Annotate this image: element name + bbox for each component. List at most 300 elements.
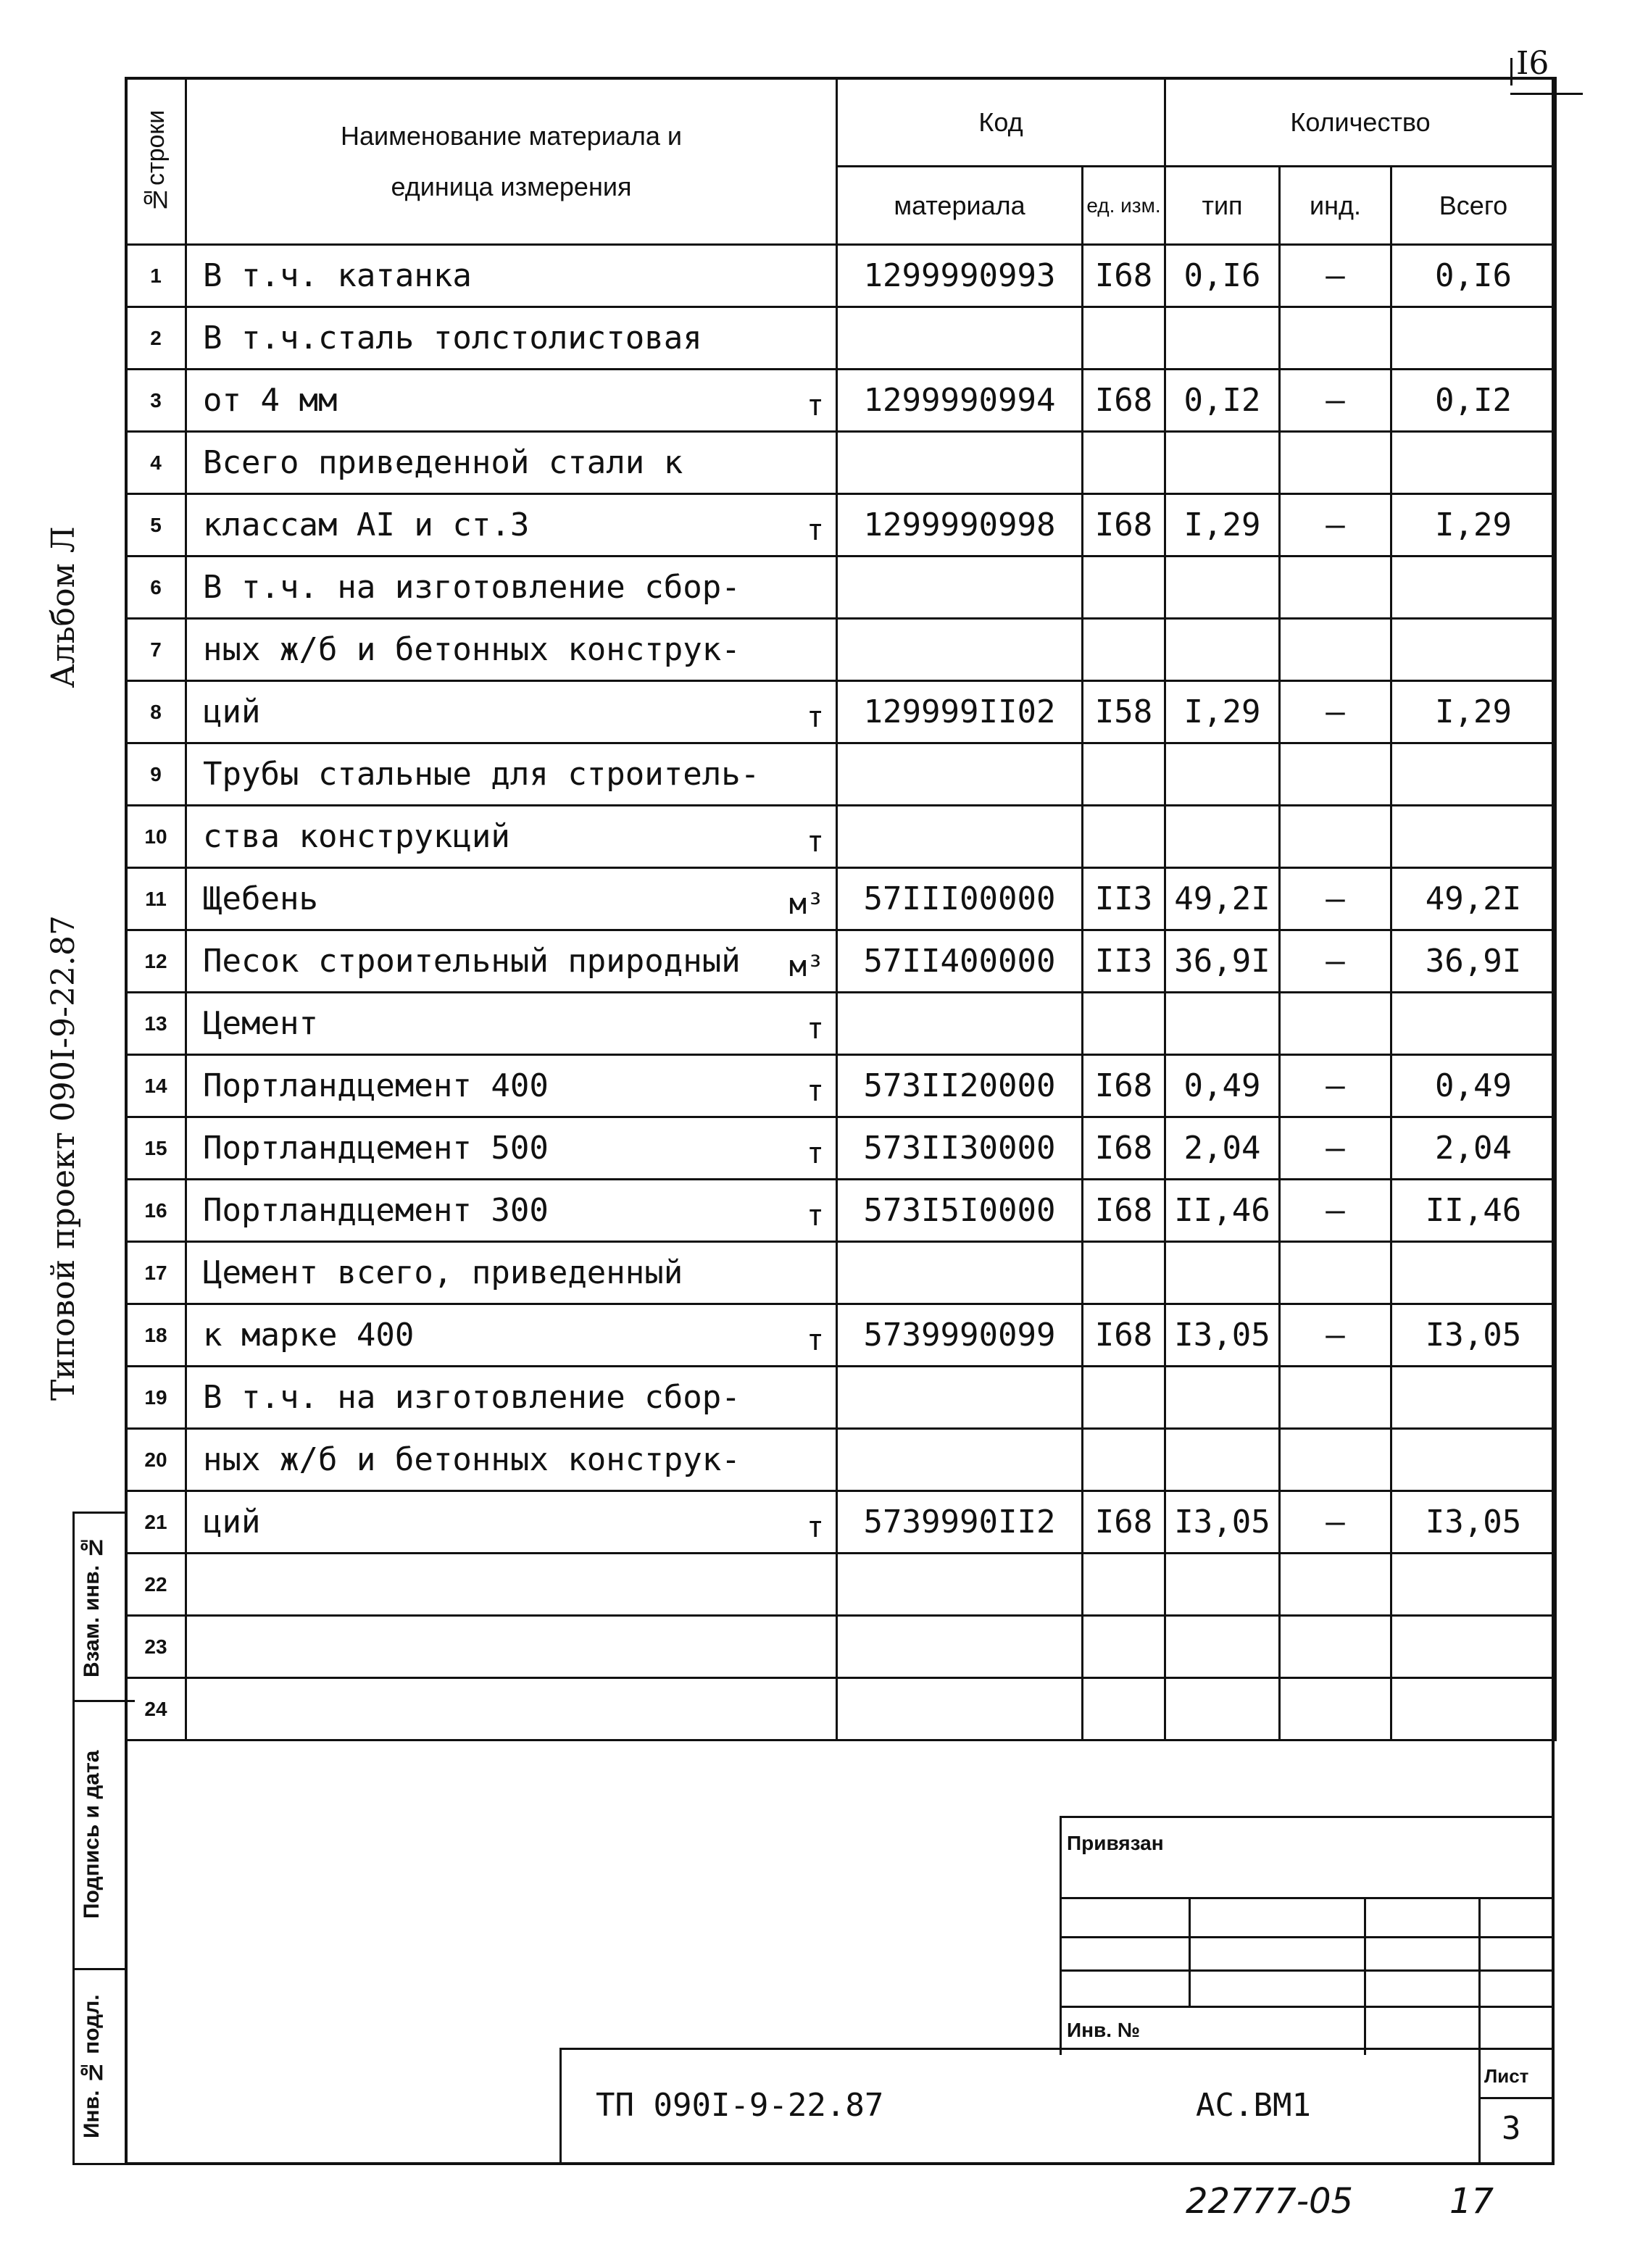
material-name-text: Песок строительный природный <box>203 943 741 980</box>
left-column-border <box>72 1512 75 2165</box>
qty-ind-text: – <box>1326 1067 1345 1104</box>
unit-text: т <box>806 1136 824 1170</box>
material-code <box>837 1180 1083 1242</box>
inv-number-label: Инв. № <box>1067 2019 1141 2041</box>
table-row <box>126 743 1556 806</box>
unit-code <box>1083 930 1165 993</box>
row-number <box>126 993 186 1055</box>
row-number <box>126 619 186 681</box>
document-code: ТП 090I-9-22.87 <box>596 2087 884 2124</box>
row-number <box>126 806 186 868</box>
qty-total-text: 49,2I <box>1425 880 1522 917</box>
material-name <box>186 556 837 619</box>
material-name-text: классам AI и ст.3 <box>203 506 530 543</box>
qty-ind-text: – <box>1326 880 1345 917</box>
row-number-text: 2 <box>150 326 162 349</box>
material-name <box>186 681 837 743</box>
material-name-text: ных ж/б и бетонных конструк- <box>203 1441 741 1478</box>
qty-total-text: I,29 <box>1435 506 1512 543</box>
material-code <box>837 370 1083 432</box>
row-number-header: №строки <box>126 78 186 245</box>
unit-text: т <box>806 1012 824 1046</box>
row-number-text: 16 <box>144 1198 167 1222</box>
unit-text: т <box>806 388 824 422</box>
qty-type <box>1165 1678 1280 1740</box>
unit-code-text: I68 <box>1094 1192 1153 1229</box>
material-code <box>837 1491 1083 1554</box>
project-label: Типовой проект 090I-9-22.87 <box>45 915 82 1401</box>
material-code-text: 573II20000 <box>863 1067 1056 1104</box>
qty-type <box>1165 619 1280 681</box>
unit-text: м³ <box>788 949 824 983</box>
code-group-header: Код <box>837 78 1165 167</box>
sheet-cell-divider <box>1478 2097 1552 2099</box>
table-row <box>126 1180 1556 1242</box>
qty-ind <box>1280 806 1391 868</box>
qty-total <box>1391 1304 1556 1367</box>
material-code-text: 5739990099 <box>863 1317 1056 1354</box>
material-code <box>837 494 1083 556</box>
orig-inv-label: Инв. № подл. <box>80 1994 104 2139</box>
unit-text: т <box>806 1198 824 1233</box>
qty-total-text: II,46 <box>1425 1192 1522 1229</box>
qty-total <box>1391 806 1556 868</box>
code-material-header: материала <box>837 167 1083 245</box>
qty-ind <box>1280 494 1391 556</box>
row-number <box>126 1055 186 1117</box>
qty-ind <box>1280 681 1391 743</box>
qty-type-text: 2,04 <box>1183 1130 1261 1167</box>
qty-total-text: 36,9I <box>1425 943 1522 980</box>
material-code-text: 1299990993 <box>863 257 1056 294</box>
unit-text: м³ <box>788 887 824 921</box>
row-number-text: 18 <box>144 1323 167 1346</box>
unit-code-text: I68 <box>1094 1130 1153 1167</box>
qty-ind <box>1280 1055 1391 1117</box>
unit-code <box>1083 1242 1165 1304</box>
unit-code <box>1083 1616 1165 1678</box>
row-number <box>126 681 186 743</box>
unit-code <box>1083 1678 1165 1740</box>
row-number <box>126 930 186 993</box>
unit-text: т <box>806 1074 824 1108</box>
qty-type <box>1165 1242 1280 1304</box>
row-number <box>126 1304 186 1367</box>
material-name <box>186 1429 837 1491</box>
material-name <box>186 245 837 307</box>
unit-code <box>1083 432 1165 494</box>
qty-ind <box>1280 1367 1391 1429</box>
material-code <box>837 806 1083 868</box>
material-code-text: 5739990II2 <box>863 1504 1056 1541</box>
row-number-text: 13 <box>144 1012 167 1035</box>
unit-code <box>1083 1055 1165 1117</box>
qty-type <box>1165 1055 1280 1117</box>
qty-ind <box>1280 1616 1391 1678</box>
table-row <box>126 1491 1556 1554</box>
material-code <box>837 1367 1083 1429</box>
row-number-text: 8 <box>150 700 162 723</box>
qty-type-text: 0,I2 <box>1183 382 1261 419</box>
qty-type <box>1165 993 1280 1055</box>
material-name-text: В т.ч. на изготовление сбор- <box>203 569 741 606</box>
qty-ind <box>1280 432 1391 494</box>
material-name-text: Портландцемент 500 <box>203 1130 549 1167</box>
unit-code <box>1083 1554 1165 1616</box>
row-number-text: 5 <box>150 513 162 536</box>
qty-ind-text: – <box>1326 1192 1345 1229</box>
material-code <box>837 432 1083 494</box>
row-number <box>126 1117 186 1180</box>
qty-type <box>1165 370 1280 432</box>
qty-ind-text: – <box>1326 1504 1345 1541</box>
table-row <box>126 806 1556 868</box>
material-code <box>837 868 1083 930</box>
material-name-text: ций <box>203 1504 261 1541</box>
material-name-text: В т.ч. катанка <box>203 257 472 294</box>
qty-type <box>1165 1304 1280 1367</box>
row-number-text: 7 <box>150 638 162 661</box>
qty-type <box>1165 681 1280 743</box>
qty-type <box>1165 930 1280 993</box>
table-row <box>126 619 1556 681</box>
row-number <box>126 1491 186 1554</box>
qty-total <box>1391 743 1556 806</box>
qty-total <box>1391 1367 1556 1429</box>
table-row <box>126 993 1556 1055</box>
material-code <box>837 1554 1083 1616</box>
qty-type <box>1165 1180 1280 1242</box>
material-name <box>186 1616 837 1678</box>
row-number <box>126 307 186 370</box>
table-row <box>126 1616 1556 1678</box>
materials-table <box>125 77 1557 1741</box>
left-column-rule <box>72 1968 125 1970</box>
binding-stamp <box>1060 1816 1552 2055</box>
qty-ind <box>1280 245 1391 307</box>
row-number <box>126 1616 186 1678</box>
row-number <box>126 245 186 307</box>
qty-ind <box>1280 868 1391 930</box>
unit-code-text: I68 <box>1094 382 1153 419</box>
qty-total <box>1391 681 1556 743</box>
qty-total <box>1391 1491 1556 1554</box>
qty-ind-text: – <box>1326 257 1345 294</box>
qty-ind <box>1280 1678 1391 1740</box>
row-number <box>126 868 186 930</box>
qty-total <box>1391 930 1556 993</box>
material-code <box>837 307 1083 370</box>
qty-ind <box>1280 370 1391 432</box>
material-code <box>837 1429 1083 1491</box>
table-row <box>126 1367 1556 1429</box>
qty-total <box>1391 307 1556 370</box>
qty-total <box>1391 993 1556 1055</box>
material-name-text: В т.ч. на изготовление сбор- <box>203 1379 741 1416</box>
qty-total <box>1391 1678 1556 1740</box>
row-number-text: 15 <box>144 1136 167 1159</box>
row-number <box>126 432 186 494</box>
unit-code <box>1083 681 1165 743</box>
material-code <box>837 681 1083 743</box>
qty-total <box>1391 245 1556 307</box>
table-row <box>126 1554 1556 1616</box>
material-code <box>837 1242 1083 1304</box>
qty-type-text: 0,I6 <box>1183 257 1261 294</box>
unit-text: т <box>806 1323 824 1357</box>
material-name-text: Всего приведенной стали к <box>203 444 683 481</box>
row-number-text: 24 <box>144 1697 167 1720</box>
qty-type <box>1165 307 1280 370</box>
qty-type-text: II,46 <box>1174 1192 1270 1229</box>
table-row <box>126 681 1556 743</box>
material-code-text: 57II400000 <box>863 943 1056 980</box>
footer-number: 17 <box>1449 2181 1494 2222</box>
qty-total <box>1391 619 1556 681</box>
qty-type <box>1165 1117 1280 1180</box>
unit-code <box>1083 868 1165 930</box>
material-code <box>837 1678 1083 1740</box>
qty-ind-text: – <box>1326 382 1345 419</box>
unit-code-text: I58 <box>1094 693 1153 730</box>
material-code <box>837 245 1083 307</box>
document-mark: АС.ВМ1 <box>1196 2087 1311 2124</box>
title-block-left-border <box>559 2048 562 2165</box>
qty-total <box>1391 1429 1556 1491</box>
material-name <box>186 806 837 868</box>
material-name <box>186 432 837 494</box>
qty-ind <box>1280 1242 1391 1304</box>
qty-total-text: I3,05 <box>1425 1504 1522 1541</box>
left-column-rule <box>72 2163 125 2165</box>
qty-type <box>1165 432 1280 494</box>
row-number <box>126 1429 186 1491</box>
unit-code <box>1083 806 1165 868</box>
table-row <box>126 556 1556 619</box>
unit-code-text: I68 <box>1094 1067 1153 1104</box>
material-name <box>186 1055 837 1117</box>
row-number-text: 23 <box>144 1635 167 1658</box>
qty-type <box>1165 1367 1280 1429</box>
material-name <box>186 307 837 370</box>
qty-ind <box>1280 307 1391 370</box>
left-column-rule <box>72 1512 125 1514</box>
material-code <box>837 1304 1083 1367</box>
page-number: I6 <box>1516 45 1549 82</box>
row-number-text: 14 <box>144 1074 167 1097</box>
unit-code <box>1083 993 1165 1055</box>
material-name <box>186 868 837 930</box>
qty-type <box>1165 494 1280 556</box>
name-header: Наименование материала и единица измерения <box>186 78 837 245</box>
material-code-text: 573I5I0000 <box>863 1192 1056 1229</box>
row-number-text: 9 <box>150 762 162 785</box>
unit-code <box>1083 370 1165 432</box>
unit-code-text: I68 <box>1094 1317 1153 1354</box>
unit-code-text: I68 <box>1094 257 1153 294</box>
material-name <box>186 1117 837 1180</box>
sheet-cell-border <box>1478 2048 1481 2165</box>
unit-code <box>1083 307 1165 370</box>
qty-ind-text: – <box>1326 1130 1345 1167</box>
qty-type-text: I3,05 <box>1174 1504 1270 1541</box>
row-number-text: 3 <box>150 388 162 412</box>
unit-code <box>1083 1367 1165 1429</box>
bound-label: Привязан <box>1067 1832 1164 1854</box>
material-name-text: Цемент <box>203 1005 318 1042</box>
unit-code-text: II3 <box>1094 880 1153 917</box>
table-row <box>126 370 1556 432</box>
material-name-text: Трубы стальные для строитель- <box>203 756 760 793</box>
material-code <box>837 930 1083 993</box>
qty-ind <box>1280 1491 1391 1554</box>
unit-code <box>1083 245 1165 307</box>
qty-total <box>1391 494 1556 556</box>
row-number-text: 1 <box>150 264 162 287</box>
unit-code <box>1083 556 1165 619</box>
material-name <box>186 743 837 806</box>
table-row <box>126 1429 1556 1491</box>
material-code <box>837 1117 1083 1180</box>
material-name-text: к марке 400 <box>203 1317 415 1354</box>
unit-code-text: I68 <box>1094 1504 1153 1541</box>
row-number-text: 20 <box>144 1448 167 1471</box>
unit-code <box>1083 743 1165 806</box>
replace-inv-label: Взам. инв. № <box>80 1535 104 1678</box>
table-row <box>126 307 1556 370</box>
qty-ind <box>1280 1429 1391 1491</box>
qty-total <box>1391 556 1556 619</box>
row-number-text: 4 <box>150 451 162 474</box>
row-number-text: 6 <box>150 575 162 599</box>
row-number-text: 10 <box>144 825 167 848</box>
qty-total-text: I3,05 <box>1425 1317 1522 1354</box>
qty-total-text: 2,04 <box>1435 1130 1512 1167</box>
material-name <box>186 1180 837 1242</box>
material-name-text: Портландцемент 400 <box>203 1067 549 1104</box>
unit-code <box>1083 1429 1165 1491</box>
frame-tick <box>125 1700 135 1702</box>
material-code <box>837 556 1083 619</box>
qty-ind-text: – <box>1326 506 1345 543</box>
qty-type-text: 49,2I <box>1174 880 1270 917</box>
qty-ind-text: – <box>1326 943 1345 980</box>
material-code <box>837 743 1083 806</box>
material-code-text: 129999II02 <box>863 693 1056 730</box>
unit-text: т <box>806 825 824 859</box>
material-name-text: Цемент всего, приведенный <box>203 1254 683 1291</box>
qty-ind <box>1280 1554 1391 1616</box>
material-code-text: 57III00000 <box>863 880 1056 917</box>
qty-total <box>1391 370 1556 432</box>
qty-ind <box>1280 619 1391 681</box>
qty-total <box>1391 1117 1556 1180</box>
table-row <box>126 494 1556 556</box>
qty-type <box>1165 1554 1280 1616</box>
qty-total <box>1391 1180 1556 1242</box>
qty-ind <box>1280 556 1391 619</box>
unit-text: т <box>806 1510 824 1544</box>
qty-total <box>1391 1616 1556 1678</box>
qty-total <box>1391 1242 1556 1304</box>
qty-ind <box>1280 1304 1391 1367</box>
material-code-text: 1299990994 <box>863 382 1056 419</box>
material-code <box>837 619 1083 681</box>
unit-text: т <box>806 700 824 734</box>
qty-ind <box>1280 743 1391 806</box>
qty-ind <box>1280 993 1391 1055</box>
row-number <box>126 1678 186 1740</box>
unit-text: т <box>806 513 824 547</box>
row-number <box>126 1242 186 1304</box>
table-row <box>126 1304 1556 1367</box>
qty-total-text: 0,I6 <box>1435 257 1512 294</box>
row-number <box>126 494 186 556</box>
table-row <box>126 245 1556 307</box>
qty-total-header: Всего <box>1391 167 1556 245</box>
material-code <box>837 993 1083 1055</box>
qty-type <box>1165 1616 1280 1678</box>
row-number <box>126 1367 186 1429</box>
material-name <box>186 370 837 432</box>
left-column-rule <box>72 1700 125 1702</box>
table-row <box>126 1117 1556 1180</box>
qty-type <box>1165 245 1280 307</box>
material-name-text: ных ж/б и бетонных конструк- <box>203 631 741 668</box>
qty-type <box>1165 806 1280 868</box>
material-name-text: от 4 мм <box>203 382 338 419</box>
unit-code <box>1083 1117 1165 1180</box>
qty-type-header: тип <box>1165 167 1280 245</box>
qty-ind-text: – <box>1326 693 1345 730</box>
row-number-text: 11 <box>145 887 167 910</box>
table-row <box>126 1055 1556 1117</box>
qty-type-text: I,29 <box>1183 506 1261 543</box>
row-number-text: 21 <box>144 1510 167 1533</box>
row-number <box>126 1554 186 1616</box>
material-name <box>186 1491 837 1554</box>
unit-code <box>1083 619 1165 681</box>
qty-type <box>1165 743 1280 806</box>
unit-code <box>1083 1180 1165 1242</box>
title-block-top-border <box>559 2048 1552 2050</box>
qty-total-text: 0,I2 <box>1435 382 1512 419</box>
material-name <box>186 1304 837 1367</box>
material-name-text: В т.ч.сталь толстолистовая <box>203 320 702 357</box>
order-number: 22777-05 <box>1186 2181 1354 2222</box>
material-name-text: Щебень <box>203 880 318 917</box>
qty-type-text: 0,49 <box>1183 1067 1261 1104</box>
table-row <box>126 930 1556 993</box>
qty-total <box>1391 868 1556 930</box>
row-number <box>126 1180 186 1242</box>
row-number <box>126 556 186 619</box>
row-number-text: 17 <box>144 1261 167 1284</box>
qty-type <box>1165 868 1280 930</box>
material-code <box>837 1055 1083 1117</box>
qty-type-text: I3,05 <box>1174 1317 1270 1354</box>
table-row <box>126 1678 1556 1740</box>
table-row <box>126 1242 1556 1304</box>
unit-code-text: I68 <box>1094 506 1153 543</box>
row-number <box>126 743 186 806</box>
unit-code <box>1083 1304 1165 1367</box>
signature-date-label: Подпись и дата <box>80 1750 104 1919</box>
row-number-text: 12 <box>144 949 167 972</box>
table-row <box>126 432 1556 494</box>
material-name <box>186 1367 837 1429</box>
qty-total <box>1391 1554 1556 1616</box>
